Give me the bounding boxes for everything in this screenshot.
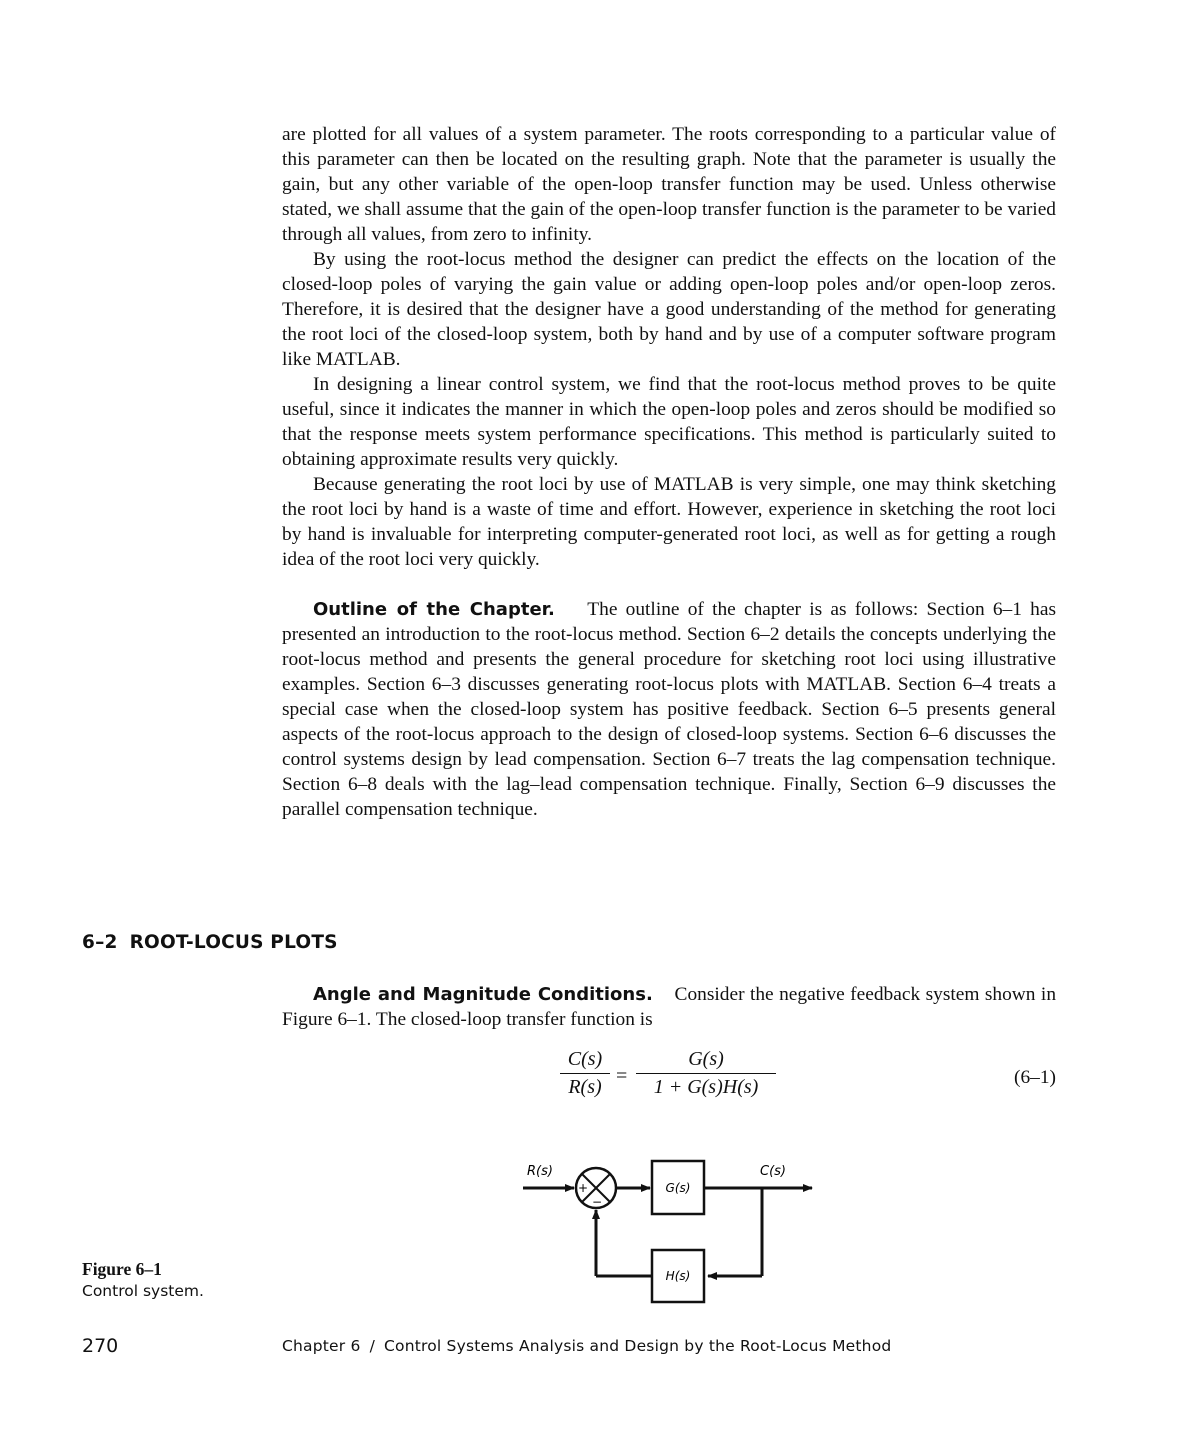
equation-6-1 (282, 1048, 1056, 1108)
equals-sign: = (616, 1065, 628, 1087)
forward-block-label: G(s) (665, 1181, 691, 1195)
rhs-numerator: G(s) (636, 1048, 776, 1074)
paragraph-matlab-sketching: Because generating the root loci by use of MATLAB is very simple, one may think sketching the root loci by hand is a waste of time and effort. However, experience in sketching the root loci by hand is invaluable for interpreting computer-generated root loci, as well as for getting a rough idea of the root loci very quickly. (282, 474, 1056, 570)
runin-text: Consider the negative feedback system shown in Figure 6–1. The closed-loop transfer function is (282, 984, 1057, 1030)
section-title: ROOT-LOCUS PLOTS (129, 932, 338, 953)
input-label: R(s) (527, 1164, 553, 1179)
runin-title: Angle and Magnitude Conditions. (313, 984, 653, 1005)
footer-chapter-title: Control Systems Analysis and Design by the Root-Locus Method (384, 1337, 892, 1355)
rhs-denominator: 1 + G(s)H(s) (653, 1076, 759, 1098)
section-text (282, 982, 1056, 1032)
figure-caption (82, 1259, 204, 1300)
figure-caption-label: Figure 6–1 (82, 1259, 162, 1279)
figure-caption-text: Control system. (82, 1282, 204, 1300)
feedback-block-label: H(s) (665, 1269, 691, 1283)
plus-sign: + (578, 1181, 589, 1195)
minus-sign: − (592, 1195, 603, 1209)
outline-text: The outline of the chapter is as follows: Section 6–1 has presented an introduction to the root-locus method. Section 6–2 details the concepts underlying the root-locus method and presents the general procedure for sketching root loci using illustrative examples. Section 6–3 discusses generating root-locus plots with MATLAB. Section 6–4 treats a special case when the closed-loop system has positive feedback. Section 6–5 presents general aspects of the root-locus approach to the design of closed-loop systems. Section 6–6 discusses the control systems design by lead compensation. Section 6–7 treats the lag compensation technique. Section 6–8 deals with the lag–lead compensation technique. Finally, Section 6–9 discusses the parallel compensation technique. (282, 599, 1056, 820)
footer-chapter-label: Chapter 6 (282, 1337, 361, 1355)
paragraph-angle-magnitude (282, 982, 1056, 1032)
section-number: 6–2 (82, 932, 118, 953)
block-diagram (520, 1156, 820, 1306)
paragraph-root-locus-method: By using the root-locus method the designer can predict the effects on the location of the closed-loop poles of varying the gain value or adding open-loop poles and/or open-loop zeros. Therefore, it is desired that the designer have a good understanding of the method for generating the root loci of the closed-loop system, both by hand and by use of a computer software program like MATLAB. (282, 249, 1056, 370)
page-number: 270 (82, 1335, 119, 1357)
footer-separator: / (369, 1337, 375, 1355)
equation-number: (6–1) (1013, 1067, 1056, 1088)
lhs-denominator: R(s) (568, 1076, 602, 1098)
body-text (282, 122, 1056, 822)
paragraph-continued: are plotted for all values of a system parameter. The roots corresponding to a particular value of this parameter can then be located on the resulting graph. Note that the parameter is usually the gain, but any other variable of the open-loop transfer function may be used. Unless otherwise stated, we shall assume that the gain of the open-loop transfer function is the parameter to be varied through all values, from zero to infinity. (282, 124, 1056, 245)
lhs-fraction (560, 1048, 610, 1099)
output-label: C(s) (760, 1164, 786, 1179)
paragraph-linear-control-design: In designing a linear control system, we find that the root-locus method proves to be quite useful, since it indicates the manner in which the open-loop poles and zeros should be modified so that the response meets system performance specifications. This method is particularly suited to obtaining approximate results very quickly. (282, 374, 1056, 470)
lhs-numerator: C(s) (560, 1048, 610, 1074)
section-heading (82, 932, 338, 953)
paragraph-chapter-outline (282, 597, 1056, 822)
rhs-fraction (636, 1048, 776, 1099)
running-footer (282, 1337, 891, 1355)
outline-title: Outline of the Chapter. (313, 599, 555, 620)
